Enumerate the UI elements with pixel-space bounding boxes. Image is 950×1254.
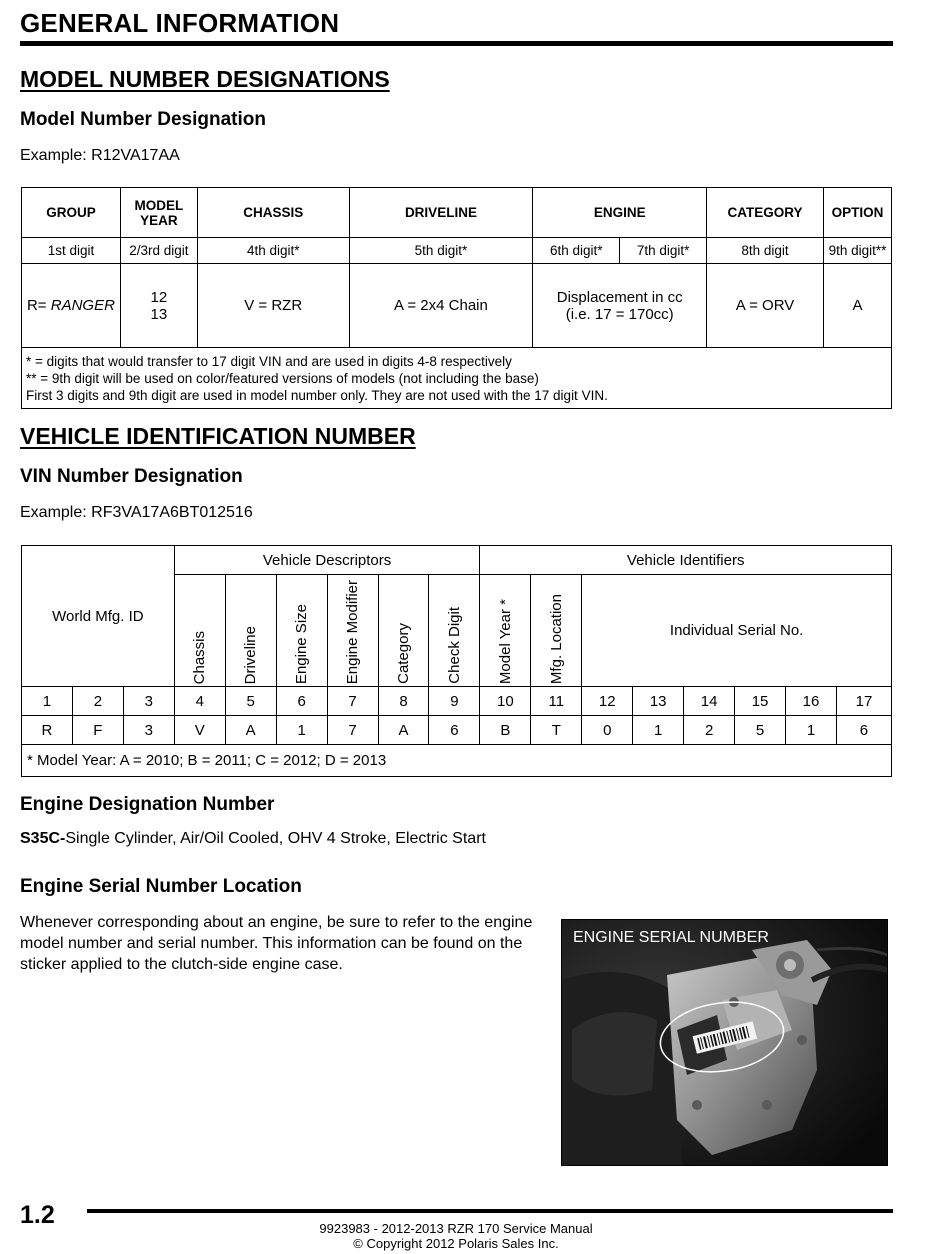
vin-position-cell: 17 <box>836 687 891 716</box>
chassis-value: V = RZR <box>197 264 349 348</box>
vin-position-cell: 1 <box>22 687 73 716</box>
col-driveline: Driveline <box>225 575 276 687</box>
vin-position-cell: 4 <box>174 687 225 716</box>
header-chassis: CHASSIS <box>197 188 349 238</box>
vin-value-cell: 6 <box>429 716 480 745</box>
header-category: CATEGORY <box>707 188 824 238</box>
header-group: GROUP <box>22 188 121 238</box>
vin-position-cell: 3 <box>123 687 174 716</box>
model-subtitle: Model Number Designation <box>20 109 266 130</box>
vin-value-cell: 6 <box>836 716 891 745</box>
vehicle-descriptors: Vehicle Descriptors <box>174 546 480 575</box>
vin-value-cell: A <box>225 716 276 745</box>
vin-position-cell: 12 <box>582 687 633 716</box>
header-driveline: DRIVELINE <box>349 188 533 238</box>
group-value: R= RANGER <box>22 264 121 348</box>
vin-position-cell: 11 <box>531 687 582 716</box>
vin-value-cell: 1 <box>633 716 684 745</box>
col-model-year: Model Year * <box>480 575 531 687</box>
vin-value-cell: 1 <box>276 716 327 745</box>
vin-subtitle: VIN Number Designation <box>20 466 243 487</box>
vin-position-cell: 5 <box>225 687 276 716</box>
vin-position-cell: 8 <box>378 687 429 716</box>
footer-rule <box>87 1209 893 1213</box>
vin-position-cell: 16 <box>786 687 837 716</box>
header-engine: ENGINE <box>533 188 707 238</box>
vin-value-cell: 7 <box>327 716 378 745</box>
vin-value-cell: R <box>22 716 73 745</box>
engine-description: Single Cylinder, Air/Oil Cooled, OHV 4 Stroke, Electric Start <box>65 830 486 847</box>
footer-manual: 9923983 - 2012-2013 RZR 170 Service Manual <box>319 1221 593 1236</box>
vin-example: Example: RF3VA17A6BT012516 <box>20 504 253 521</box>
digit-cell: 4th digit* <box>197 238 349 264</box>
vin-section-title: VEHICLE IDENTIFICATION NUMBER <box>20 423 416 449</box>
digit-cell: 8th digit <box>707 238 824 264</box>
engine-code: S35C- <box>20 830 66 847</box>
model-year-value: 12 13 <box>120 264 197 348</box>
engine-serial-title: Engine Serial Number Location <box>20 876 302 897</box>
header-rule <box>20 41 893 46</box>
digit-cell: 7th digit* <box>620 238 707 264</box>
engine-serial-text: Whenever corresponding about an engine, be sure to refer to the engine model number and serial number. This information can be found on the sticker applied to the clutch-side engine case. <box>20 914 533 973</box>
model-example: Example: R12VA17AA <box>20 147 180 164</box>
engine-photo-drawing <box>562 920 887 1165</box>
vin-value-cell: 1 <box>786 716 837 745</box>
page-header-title: GENERAL INFORMATION <box>20 8 340 38</box>
footer-copyright: © Copyright 2012 Polaris Sales Inc. <box>353 1236 559 1251</box>
vehicle-identifiers: Vehicle Identifiers <box>480 546 892 575</box>
vin-value-cell: V <box>174 716 225 745</box>
individual-serial: Individual Serial No. <box>582 575 892 687</box>
vin-position-cell: 6 <box>276 687 327 716</box>
driveline-value: A = 2x4 Chain <box>349 264 533 348</box>
col-chassis: Chassis <box>174 575 225 687</box>
engine-photo <box>561 919 888 1166</box>
vin-value-cell: 2 <box>684 716 735 745</box>
vin-position-cell: 7 <box>327 687 378 716</box>
vin-note: * Model Year: A = 2010; B = 2011; C = 2012; D = 2013 <box>22 745 892 777</box>
digit-cell: 1st digit <box>22 238 121 264</box>
engine-designation-title: Engine Designation Number <box>20 794 275 815</box>
vin-value-cell: F <box>72 716 123 745</box>
vin-position-cell: 9 <box>429 687 480 716</box>
col-mfg-location: Mfg. Location <box>531 575 582 687</box>
vin-value-cell: 0 <box>582 716 633 745</box>
vin-table <box>21 545 892 777</box>
engine-value: Displacement in cc (i.e. 17 = 170cc) <box>533 264 707 348</box>
category-value: A = ORV <box>707 264 824 348</box>
digit-cell: 2/3rd digit <box>120 238 197 264</box>
col-category: Category <box>378 575 429 687</box>
vin-value-cell: 5 <box>735 716 786 745</box>
vin-value-cell: A <box>378 716 429 745</box>
vin-position-cell: 2 <box>72 687 123 716</box>
col-check-digit: Check Digit <box>429 575 480 687</box>
vin-position-cell: 10 <box>480 687 531 716</box>
model-number-table <box>21 187 892 409</box>
vin-value-row <box>22 716 892 745</box>
col-engine-size: Engine Size <box>276 575 327 687</box>
footer-text <box>260 1221 652 1251</box>
vin-position-cell: 14 <box>684 687 735 716</box>
vin-value-cell: 3 <box>123 716 174 745</box>
vin-value-cell: T <box>531 716 582 745</box>
world-mfg-id: World Mfg. ID <box>22 546 175 687</box>
vin-position-cell: 15 <box>735 687 786 716</box>
model-section-title: MODEL NUMBER DESIGNATIONS <box>20 66 390 92</box>
vin-position-row <box>22 687 892 716</box>
digit-cell: 9th digit** <box>823 238 891 264</box>
engine-serial-label: ENGINE SERIAL NUMBER <box>573 929 769 946</box>
header-model-year: MODEL YEAR <box>120 188 197 238</box>
col-engine-modifier: Engine Modifier <box>327 575 378 687</box>
option-value: A <box>823 264 891 348</box>
digit-cell: 6th digit* <box>533 238 620 264</box>
header-option: OPTION <box>823 188 891 238</box>
engine-designation-text <box>20 830 486 848</box>
page-number: 1.2 <box>20 1201 55 1229</box>
vin-position-cell: 13 <box>633 687 684 716</box>
digit-cell: 5th digit* <box>349 238 533 264</box>
model-notes: * = digits that would transfer to 17 digit VIN and are used in digits 4-8 respectively ** = 9th digit will be used on color/featured versions of models (not including the base) First 3 digits and 9th digit are used in model number only. They are not used with the 17 digit VIN. <box>22 348 892 409</box>
vin-value-cell: B <box>480 716 531 745</box>
